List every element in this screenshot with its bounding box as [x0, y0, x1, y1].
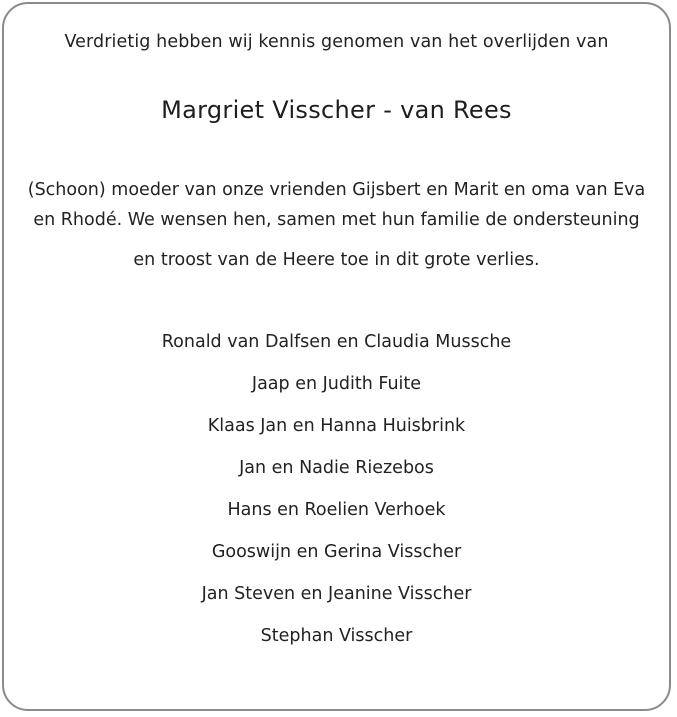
signer-line: Stephan Visscher — [260, 626, 413, 646]
signer-line: Klaas Jan en Hanna Huisbrink — [207, 416, 466, 436]
signer-line: Jan Steven en Jeanine Visscher — [201, 584, 472, 604]
signer-line: Jaap en Judith Fuite — [251, 374, 422, 394]
signer-line: Ronald van Dalfsen en Claudia Mussche — [161, 332, 512, 352]
message-line: en troost van de Heere toe in dit grote verlies. — [133, 250, 540, 270]
signer-line: Hans en Roelien Verhoek — [227, 500, 446, 520]
deceased-name: Margriet Visscher - van Rees — [161, 96, 512, 124]
intro-text: Verdrietig hebben wij kennis genomen van het overlijden van — [64, 32, 609, 52]
message-line: (Schoon) moeder van onze vrienden Gijsbert en Marit en oma van Eva — [27, 180, 646, 200]
condolence-notice — [2, 2, 671, 711]
signer-line: Gooswijn en Gerina Visscher — [211, 542, 462, 562]
message-line: en Rhodé. We wensen hen, samen met hun familie de ondersteuning — [33, 210, 640, 230]
signer-line: Jan en Nadie Riezebos — [239, 458, 434, 478]
